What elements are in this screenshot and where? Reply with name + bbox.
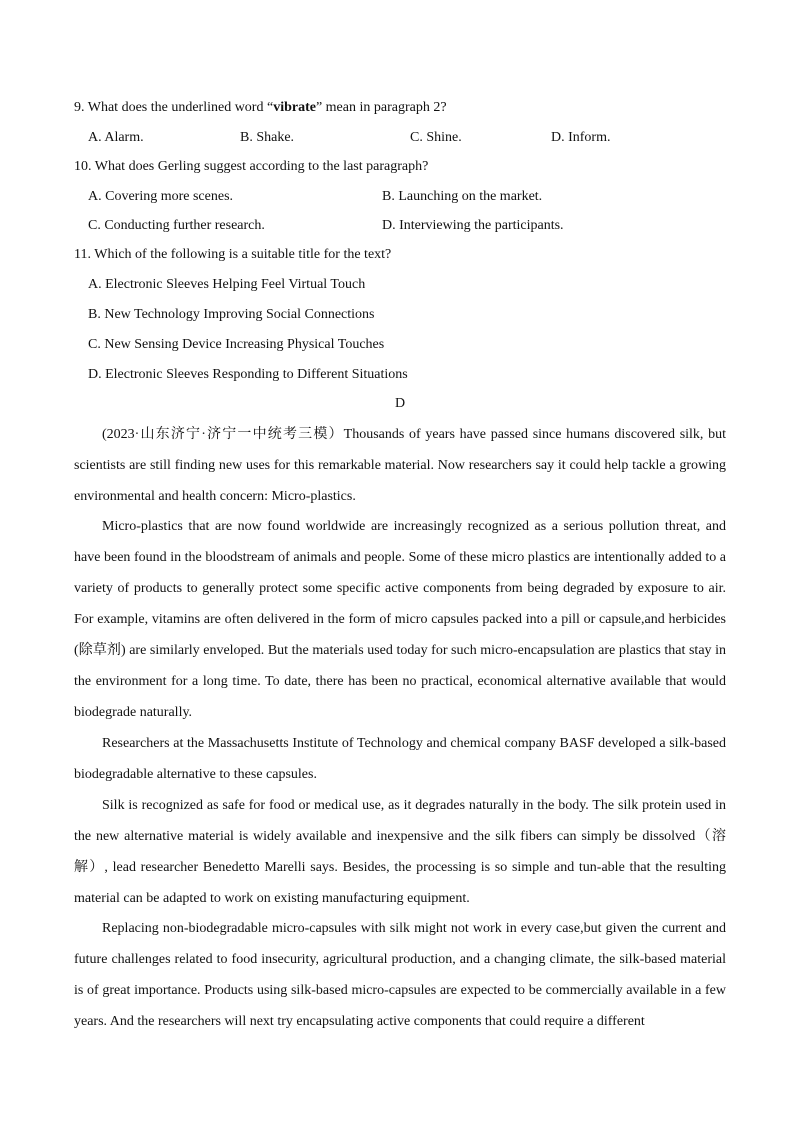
- question-9-prefix: 9. What does the underlined word “: [74, 100, 274, 115]
- q10-option-d: D. Interviewing the participants.: [382, 218, 564, 233]
- question-9: [74, 99, 447, 117]
- passage-paragraph-3: Researchers at the Massachusetts Institute of Technology and chemical company BASF developed a silk-based biodegradable alternative to these capsules.: [74, 736, 726, 782]
- q10-option-c: C. Conducting further research.: [88, 218, 265, 233]
- question-10: 10. What does Gerling suggest according to the last paragraph?: [74, 159, 429, 174]
- question-9-suffix: ” mean in paragraph 2?: [315, 100, 447, 115]
- passage-paragraph-2: Micro-plastics that are now found worldwide are increasingly recognized as a serious pollution threat, and have been found in the bloodstream of animals and people. Some of these micro plastics are intentionally added to a variety of products to generally protect some specific active components from being degraded by exposure to air. For example, vitamins are often delivered in the form of micro capsules packed into a pill or capsule,and herbicides (除草剂) are similarly enveloped. But the materials used today for such micro-encapsulation are plastics that stay in the environment for a long time. To date, there has been no practical, economical alternative available that would biodegrade naturally.: [74, 519, 726, 720]
- q9-option-c: C. Shine.: [410, 130, 462, 145]
- q9-option-d: D. Inform.: [551, 130, 611, 145]
- q9-option-b: B. Shake.: [240, 130, 295, 145]
- question-11: 11. Which of the following is a suitable title for the text?: [74, 247, 392, 262]
- q10-option-a: A. Covering more scenes.: [88, 189, 234, 204]
- q11-option-a: A. Electronic Sleeves Helping Feel Virtual Touch: [88, 277, 366, 292]
- passage-paragraph-1: (2023·山东济宁·济宁一中统考三模）Thousands of years have passed since humans discovered silk, but scientists are still finding new uses for this remarkable material. Now researchers say it could help tackle a growing environmental and health concern: Micro-plastics.: [74, 427, 726, 504]
- section-label: D: [394, 396, 406, 411]
- q11-option-b: B. New Technology Improving Social Connections: [88, 307, 375, 322]
- question-9-keyword: vibrate: [273, 100, 316, 115]
- q11-option-c: C. New Sensing Device Increasing Physical Touches: [88, 337, 385, 352]
- passage-paragraph-4: Silk is recognized as safe for food or medical use, as it degrades naturally in the body. The silk protein used in the new alternative material is widely available and inexpensive and the silk fibers can simply be dissolved（溶解）, lead researcher Benedetto Marelli says. Besides, the processing is so simple and tun-able that the resulting material can be adapted to work on existing manufacturing equipment.: [74, 798, 726, 906]
- q11-option-d: D. Electronic Sleeves Responding to Different Situations: [88, 367, 408, 382]
- passage-paragraph-5: Replacing non-biodegradable micro-capsules with silk might not work in every case,but given the current and future challenges related to food insecurity, agricultural production, and a changing climate, the silk-based material is of great importance. Products using silk-based micro-capsules are expected to be commercially available in a few years. And the researchers will next try encapsulating active components that could require a different: [74, 921, 726, 1029]
- q10-option-b: B. Launching on the market.: [382, 189, 543, 204]
- q9-option-a: A. Alarm.: [88, 130, 144, 145]
